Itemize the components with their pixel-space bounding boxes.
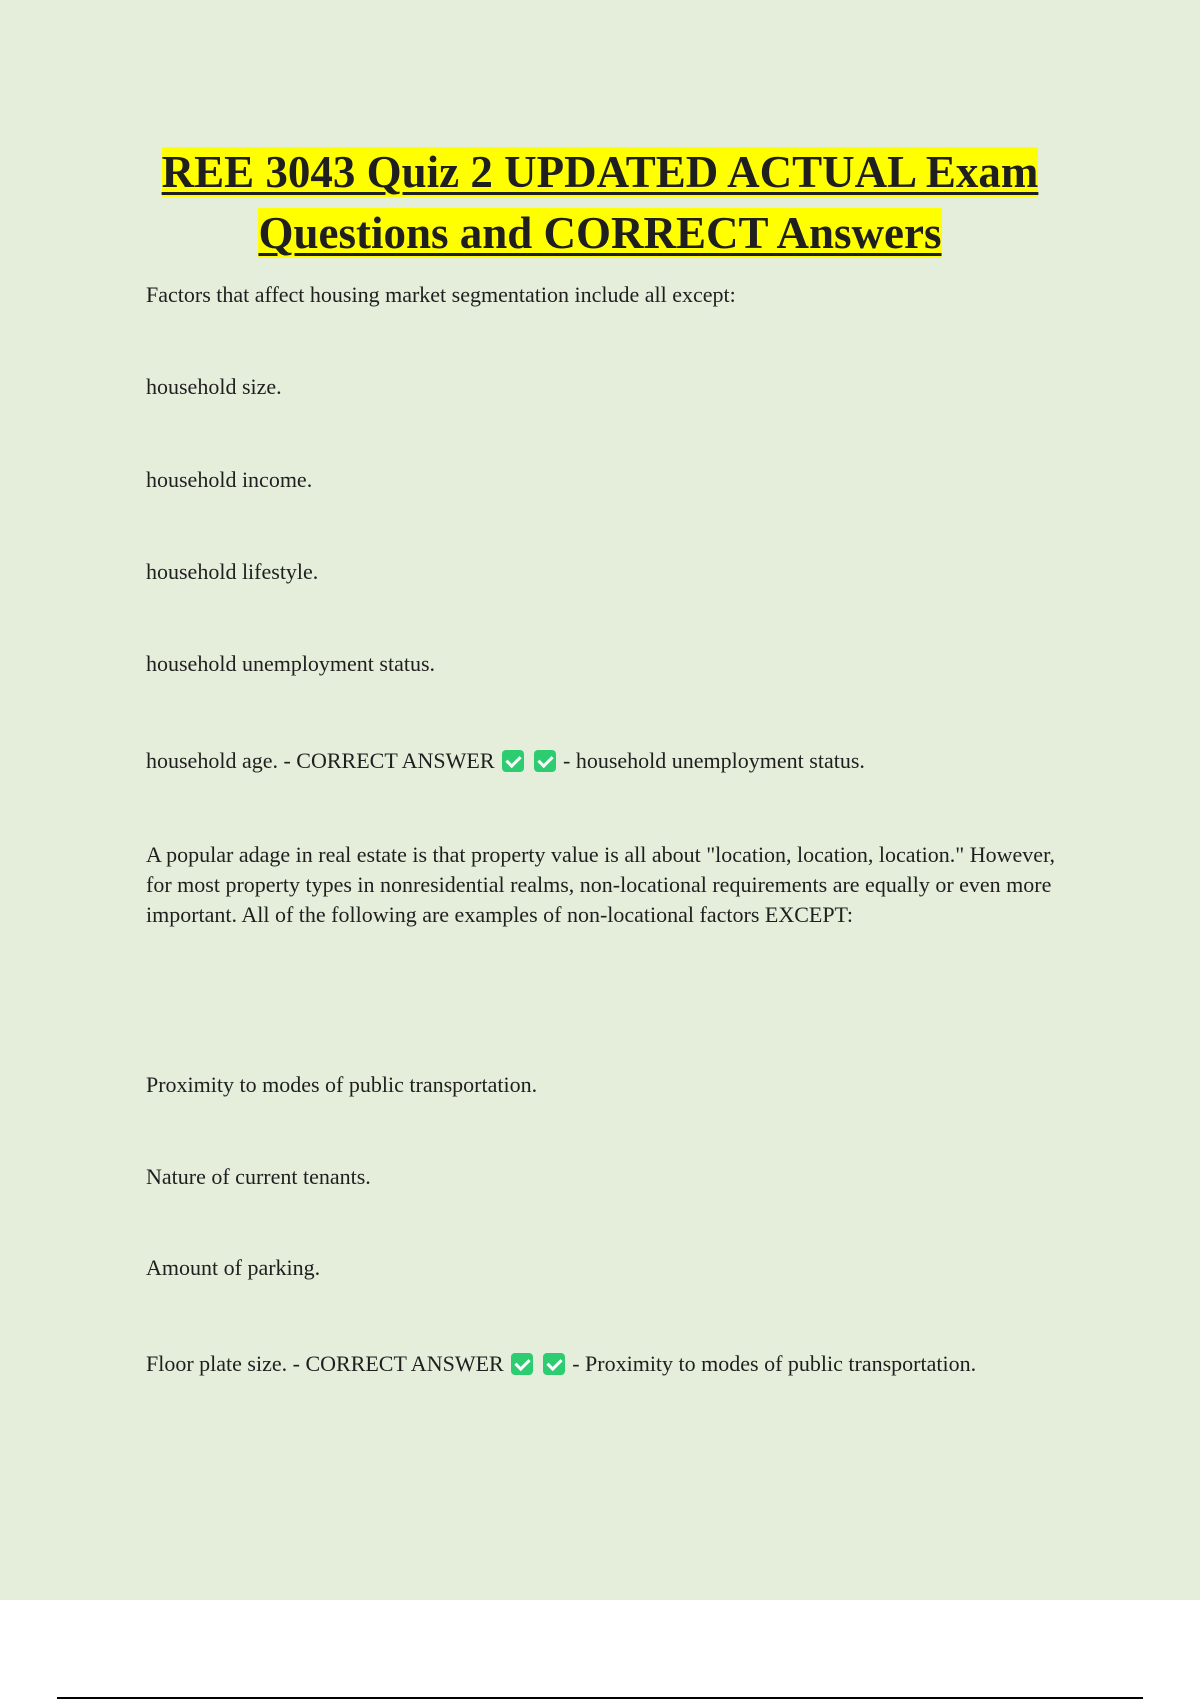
question-1-option-1: household size. <box>146 374 282 399</box>
question-1-option-2: household income. <box>146 467 313 492</box>
question-1-answer-line <box>146 746 1086 776</box>
check-box-icon <box>502 750 524 772</box>
question-2-option-3: Amount of parking. <box>146 1255 321 1280</box>
question-2-correct-answer: - Proximity to modes of public transportation. <box>572 1351 977 1376</box>
question-1-prompt: Factors that affect housing market segmentation include all except: <box>146 282 736 307</box>
check-box-icon <box>534 750 556 772</box>
footer-divider <box>57 1697 1143 1699</box>
question-2-option-4: Floor plate size. - CORRECT ANSWER <box>146 1351 504 1376</box>
check-box-icon <box>543 1353 565 1375</box>
question-2-option-2: Nature of current tenants. <box>146 1164 371 1189</box>
question-1-correct-answer: - household unemployment status. <box>563 748 865 773</box>
document-title <box>100 142 1100 264</box>
question-2-prompt: A popular adage in real estate is that property value is all about "location, location, location." However, for most property types in nonresidential realms, non-locational requirements are equally or even more important. All of the following are examples of non-locational factors EXCEPT: <box>146 842 1056 927</box>
question-2-option-1: Proximity to modes of public transportation. <box>146 1072 538 1097</box>
question-1-option-4: household unemployment status. <box>146 651 436 676</box>
question-1-option-5: household age. - CORRECT ANSWER <box>146 748 495 773</box>
check-box-icon <box>511 1353 533 1375</box>
title-line-1: REE 3043 Quiz 2 UPDATED ACTUAL Exam <box>161 147 1039 197</box>
question-1-option-3: household lifestyle. <box>146 559 319 584</box>
question-2-answer-line <box>146 1349 1086 1379</box>
title-line-2: Questions and CORRECT Answers <box>258 208 942 258</box>
